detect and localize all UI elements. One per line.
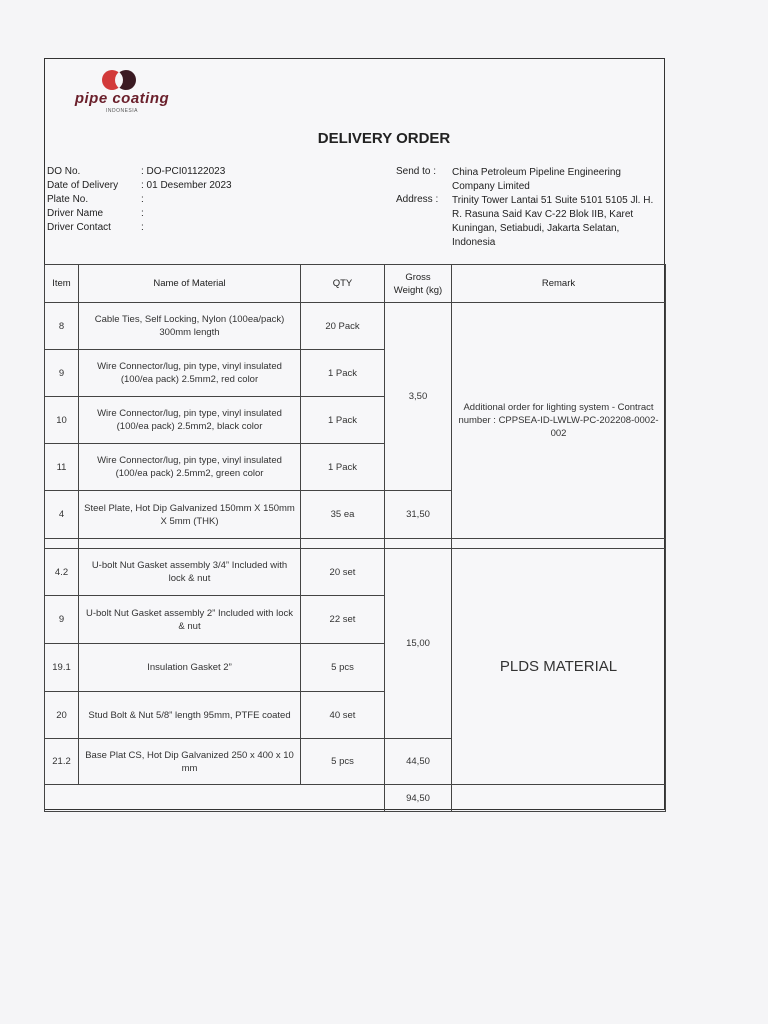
weight-cell: 3,50 [385, 303, 452, 491]
field-value: : DO-PCI01122023 [141, 166, 226, 177]
company-logo [66, 68, 178, 116]
name-header: Name of Material [79, 265, 301, 303]
table-header-row [45, 265, 666, 303]
total-row [45, 785, 666, 812]
qty-cell: 1 Pack [301, 397, 385, 444]
remark-cell: PLDS MATERIAL [452, 549, 666, 785]
send-to-label: Send to : [396, 166, 437, 177]
page-title: DELIVERY ORDER [317, 130, 451, 147]
weight-cell: 44,50 [385, 739, 452, 785]
material-cell: Wire Connector/lug, pin type, vinyl insulated (100/ea pack) 2.5mm2, red color [79, 350, 301, 397]
qty-header: QTY [301, 265, 385, 303]
material-cell: U-bolt Nut Gasket assembly 3/4” Included with lock & nut [79, 549, 301, 596]
qty-cell: 20 Pack [301, 303, 385, 350]
field-value: : [141, 194, 144, 205]
do-number-row [47, 165, 232, 179]
qty-cell: 1 Pack [301, 444, 385, 491]
item-cell: 10 [45, 397, 79, 444]
item-cell: 9 [45, 350, 79, 397]
qty-cell: 35 ea [301, 491, 385, 539]
driver-name-row [47, 207, 232, 221]
item-cell: 20 [45, 692, 79, 739]
weight-cell: 31,50 [385, 491, 452, 539]
item-cell: 11 [45, 444, 79, 491]
qty-cell: 20 set [301, 549, 385, 596]
separator-row [45, 539, 666, 549]
pipe-coating-logo-icon [98, 68, 142, 92]
item-cell: 4 [45, 491, 79, 539]
send-to-value: China Petroleum Pipeline Engineering Company Limited [452, 167, 621, 192]
qty-cell: 22 set [301, 596, 385, 644]
qty-cell: 1 Pack [301, 350, 385, 397]
field-label: Date of Delivery [47, 180, 119, 191]
item-header: Item [45, 265, 79, 303]
address-label: Address : [396, 194, 439, 205]
table-row [45, 303, 666, 350]
weight-cell: 15,00 [385, 549, 452, 739]
material-cell: Steel Plate, Hot Dip Galvanized 150mm X 150mm X 5mm (THK) [79, 491, 301, 539]
qty-cell: 5 pcs [301, 644, 385, 692]
item-cell: 9 [45, 596, 79, 644]
logo-text: pipe coating [74, 90, 170, 107]
item-cell: 4.2 [45, 549, 79, 596]
total-weight-cell: 94,50 [385, 785, 452, 812]
driver-contact-row [47, 221, 232, 235]
item-cell: 8 [45, 303, 79, 350]
field-label: Driver Name [47, 208, 104, 219]
order-details [47, 165, 232, 235]
remark-cell: Additional order for lighting system - Contract number : CPPSEA-ID-LWLW-PC-202208-0002-002 [452, 303, 666, 539]
weight-header: Gross Weight (kg) [385, 265, 452, 303]
material-cell: Wire Connector/lug, pin type, vinyl insulated (100/ea pack) 2.5mm2, black color [79, 397, 301, 444]
material-cell: U-bolt Nut Gasket assembly 2” Included with lock & nut [79, 596, 301, 644]
field-value: : [141, 222, 144, 233]
field-label: Plate No. [47, 194, 89, 205]
field-value: : [141, 208, 144, 219]
address-value: Trinity Tower Lantai 51 Suite 5101 5105 Jl. H. R. Rasuna Said Kav C-22 Blok IIB, Karet Kuningan, Setiabudi, Jakarta Selatan, Indonesia [452, 195, 654, 248]
field-value: : 01 Desember 2023 [141, 180, 232, 191]
table-row [45, 549, 666, 596]
material-cell: Cable Ties, Self Locking, Nylon (100ea/pack) 300mm length [79, 303, 301, 350]
qty-cell: 5 pcs [301, 739, 385, 785]
logo-subtext: INDONESIA [105, 108, 138, 114]
materials-table [44, 264, 666, 812]
field-label: Driver Contact [47, 222, 111, 233]
remark-header: Remark [452, 265, 666, 303]
material-cell: Wire Connector/lug, pin type, vinyl insulated (100/ea pack) 2.5mm2, green color [79, 444, 301, 491]
item-cell: 19.1 [45, 644, 79, 692]
plate-no-row [47, 193, 232, 207]
field-label: DO No. [47, 166, 81, 177]
item-cell: 21.2 [45, 739, 79, 785]
material-cell: Insulation Gasket 2” [79, 644, 301, 692]
material-cell: Stud Bolt & Nut 5/8” length 95mm, PTFE coated [79, 692, 301, 739]
qty-cell: 40 set [301, 692, 385, 739]
date-of-delivery-row [47, 179, 232, 193]
material-cell: Base Plat CS, Hot Dip Galvanized 250 x 400 x 10 mm [79, 739, 301, 785]
